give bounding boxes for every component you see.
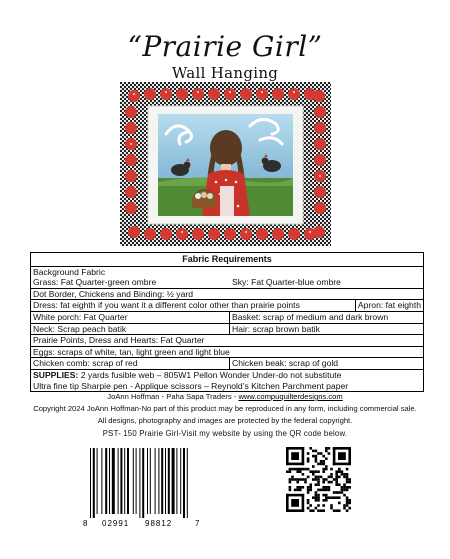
copyright-line: Copyright 2024 JoAnn Hoffman-No part of this product may be reproduced in any form, including commercial sale. [33,404,417,413]
website-link[interactable]: www.compuquilterdesigns.com [238,392,343,401]
table-heading: Fabric Requirements [31,253,423,267]
eggs-requirement: Eggs: scraps of white, tan, light green and light blue [33,346,230,357]
credit-text: JoAnn Hoffman - Paha Sapa Traders - [107,392,239,401]
barcode-group-1: 02991 [102,519,130,528]
hair-requirement: Hair: scrap brown batik [232,323,320,334]
credit-line [0,392,450,401]
dress-requirement: Dress: fat eighth if you want it a different color other than prairie points [31,300,356,311]
grass-requirement: Grass: Fat Quarter-green ombre [33,277,157,288]
apron-requirement: Apron: fat eighth [357,300,421,311]
barcode-group-2: 98812 [145,519,173,528]
background-fabric-section [31,267,423,289]
rights-line: All designs, photography and images are protected by the federal copyright. [97,416,353,425]
qr-code-icon[interactable] [284,446,354,512]
dot-border-requirement: Dot Border, Chickens and Binding: ½ yard [33,288,194,299]
neck-requirement: Neck: Scrap peach batik [31,324,230,335]
pattern-number-line: PST- 150 Prairie Girl-Visit my website by using the QR code below. [102,429,348,438]
pattern-title: “Prairie Girl” [127,30,323,63]
fabric-requirements-table [30,252,424,392]
prairie-girl-quilt-icon [120,82,331,246]
pattern-subtitle: Wall Hanging [171,64,279,82]
background-heading: Background Fabric [33,266,106,277]
supplies-text-1: 2 yards fusible web – 805W1 Pellon Wonder Under-do not substitute [78,369,342,380]
prairie-points-requirement: Prairie Points, Dress and Hearts: Fat Quarter [33,335,205,346]
barcode-digit-left: 8 [83,519,88,528]
comb-requirement: Chicken comb: scrap of red [31,358,230,369]
supplies-line-1 [31,370,423,381]
porch-requirement: White porch: Fat Quarter [31,312,230,323]
beak-requirement: Chicken beak: scrap of gold [232,358,339,369]
supplies-text-2: Ultra fine tip Sharpie pen - Applique scissors – Reynold’s Kitchen Parchment paper [33,380,349,391]
supplies-label: SUPPLIES: [33,369,79,380]
sky-requirement: Sky: Fat Quarter-blue ombre [232,277,341,288]
barcode-icon [82,446,202,528]
basket-requirement: Basket: scrap of medium and dark brown [232,311,389,322]
barcode-digit-right: 7 [195,519,200,528]
